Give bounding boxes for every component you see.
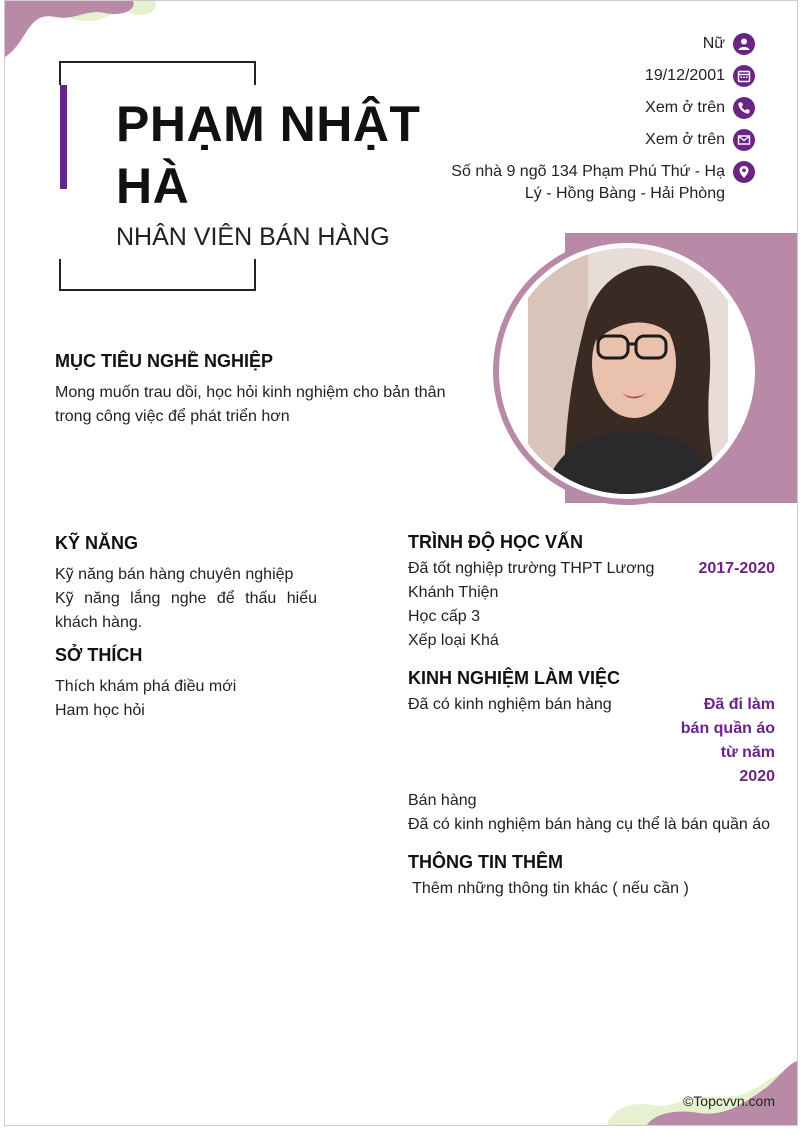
experience-date-line-4: 2020: [739, 768, 775, 785]
hobbies-line-1: Thích khám phá điều mới: [55, 678, 237, 695]
skills-line-1: Kỹ năng bán hàng chuyên nghiệp: [55, 566, 294, 583]
address-line-1: Số nhà 9 ngõ 134 Phạm Phú Thứ - Hạ: [451, 163, 725, 180]
candidate-name: PHẠM NHẬT HÀ: [116, 96, 421, 214]
user-icon: [733, 33, 755, 55]
skills-line-3: khách hàng.: [55, 614, 143, 631]
cv-page: [4, 0, 798, 1126]
education-line-1: Đã tốt nghiệp trường THPT Lương: [408, 560, 655, 577]
additional-heading: THÔNG TIN THÊM: [408, 852, 563, 872]
experience-date-line-2: bán quần áo: [680, 720, 775, 737]
email-text[interactable]: Xem ở trên: [645, 131, 725, 148]
experience-detail: Đã có kinh nghiệm bán hàng cụ thể là bán quần áo: [408, 816, 771, 833]
phone-text[interactable]: Xem ở trên: [645, 99, 725, 116]
name-accent-bar: [60, 85, 67, 189]
job-title: NHÂN VIÊN BÁN HÀNG: [116, 223, 390, 251]
contact-phone: [415, 97, 755, 119]
contact-email: [415, 129, 755, 151]
birthday-text: 19/12/2001: [644, 67, 725, 84]
gender-text: Nữ: [702, 35, 725, 52]
contact-info: [415, 33, 755, 215]
phone-icon: [733, 97, 755, 119]
footer-credit: ©Topcvvn.com: [682, 1093, 775, 1109]
hobbies-heading: SỞ THÍCH: [55, 645, 143, 665]
objective-line-1: Mong muốn trau dồi, học hỏi kinh nghiệm cho bản thân: [55, 384, 446, 401]
address-text: [451, 161, 725, 205]
education-line-2: Khánh Thiện: [408, 584, 499, 601]
education-date: 2017-2020: [698, 560, 775, 577]
objective-heading: MỤC TIÊU NGHỀ NGHIỆP: [55, 351, 274, 371]
education-line-3: Học cấp 3: [408, 608, 481, 625]
address-line-2: Lý - Hồng Bàng - Hải Phòng: [524, 185, 725, 202]
profile-photo: [504, 248, 750, 494]
experience-date-line-3: từ năm: [720, 744, 775, 761]
education-heading: TRÌNH ĐỘ HỌC VẤN: [408, 532, 583, 552]
bottom-right-decoration: [607, 1057, 797, 1125]
location-pin-icon: [733, 161, 755, 183]
contact-birthday: [415, 65, 755, 87]
skills-line-2: Kỹ năng lắng nghe để thấu hiểu: [55, 590, 317, 607]
name-frame-bottom: [59, 259, 256, 291]
mail-icon: [733, 129, 755, 151]
experience-line-1: Đã có kinh nghiệm bán hàng: [408, 696, 612, 713]
contact-gender: [415, 33, 755, 55]
calendar-icon: [733, 65, 755, 87]
hobbies-line-2: Ham học hỏi: [55, 702, 145, 719]
education-line-4: Xếp loại Khá: [408, 632, 499, 649]
additional-line-1: Thêm những thông tin khác ( nếu cần ): [408, 880, 689, 897]
experience-position: Bán hàng: [408, 792, 477, 809]
top-left-decoration: [5, 1, 165, 61]
contact-address: [415, 161, 755, 205]
objective-line-2: trong công việc để phát triển hơn: [55, 408, 290, 425]
experience-heading: KINH NGHIỆM LÀM VIỆC: [408, 668, 621, 688]
skills-heading: KỸ NĂNG: [55, 533, 139, 553]
name-frame-top: [59, 61, 256, 85]
experience-date-line-1: Đã đi làm: [703, 696, 775, 713]
